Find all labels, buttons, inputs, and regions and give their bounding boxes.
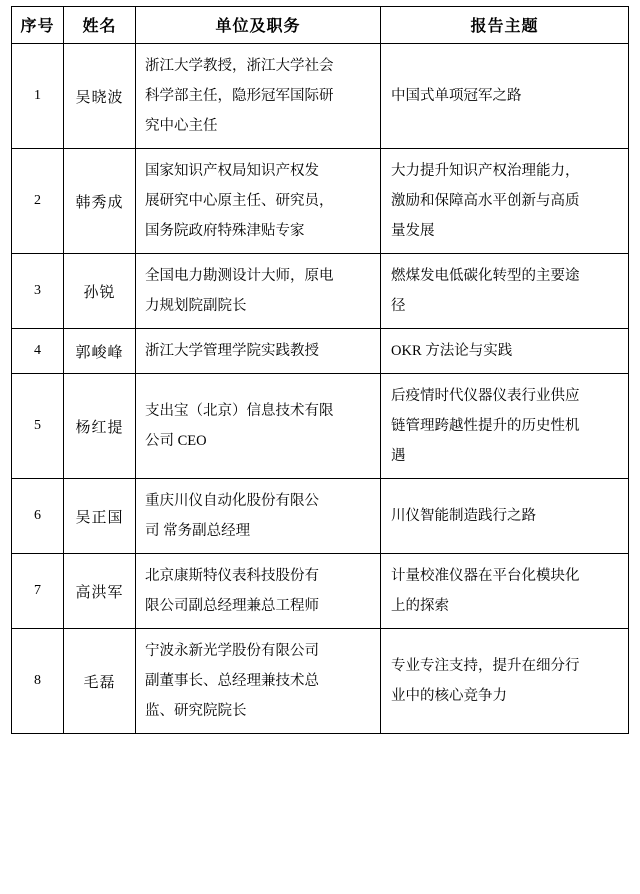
topic-line: 激励和保障高水平创新与高质 bbox=[391, 193, 580, 209]
cell-index: 6 bbox=[12, 479, 64, 554]
cell-index: 2 bbox=[12, 149, 64, 254]
cell-name: 吴晓波 bbox=[64, 44, 136, 149]
table-body bbox=[12, 44, 629, 734]
cell-org bbox=[136, 629, 381, 734]
org-line: 全国电力勘测设计大师，原电 bbox=[145, 268, 334, 284]
table-row bbox=[12, 254, 629, 329]
org-line: 重庆川仪自动化股份有限公 bbox=[145, 493, 319, 509]
cell-org bbox=[136, 254, 381, 329]
cell-topic bbox=[381, 554, 629, 629]
topic-line: 后疫情时代仪器仪表行业供应 bbox=[391, 388, 580, 404]
cell-name: 韩秀成 bbox=[64, 149, 136, 254]
table-row bbox=[12, 329, 629, 374]
org-line: 展研究中心原主任、研究员， bbox=[145, 193, 334, 209]
table-row bbox=[12, 479, 629, 554]
cell-name: 杨红提 bbox=[64, 374, 136, 479]
cell-topic bbox=[381, 329, 629, 374]
topic-line: OKR 方法论与实践 bbox=[391, 343, 513, 359]
cell-name: 毛磊 bbox=[64, 629, 136, 734]
cell-index: 4 bbox=[12, 329, 64, 374]
cell-org bbox=[136, 44, 381, 149]
org-line: 司 常务副总经理 bbox=[145, 523, 251, 539]
cell-name: 郭峻峰 bbox=[64, 329, 136, 374]
cell-index: 5 bbox=[12, 374, 64, 479]
org-line: 宁波永新光学股份有限公司 bbox=[145, 643, 319, 659]
table-row bbox=[12, 629, 629, 734]
table-row bbox=[12, 374, 629, 479]
cell-org bbox=[136, 149, 381, 254]
org-line: 究中心主任 bbox=[145, 118, 218, 134]
org-line: 国家知识产权局知识产权发 bbox=[145, 163, 319, 179]
org-line: 副董事长、总经理兼技术总 bbox=[145, 673, 319, 689]
cell-name: 吴正国 bbox=[64, 479, 136, 554]
cell-topic bbox=[381, 374, 629, 479]
cell-index: 8 bbox=[12, 629, 64, 734]
table-row bbox=[12, 149, 629, 254]
topic-line: 量发展 bbox=[391, 223, 435, 239]
cell-topic bbox=[381, 254, 629, 329]
cell-topic bbox=[381, 479, 629, 554]
org-line: 北京康斯特仪表科技股份有 bbox=[145, 568, 319, 584]
cell-index: 3 bbox=[12, 254, 64, 329]
cell-index: 7 bbox=[12, 554, 64, 629]
org-line: 支出宝（北京）信息技术有限 bbox=[145, 403, 334, 419]
topic-line: 专业专注支持，提升在细分行 bbox=[391, 658, 580, 674]
org-line: 科学部主任，隐形冠军国际研 bbox=[145, 88, 334, 104]
cell-name: 孙锐 bbox=[64, 254, 136, 329]
table-row bbox=[12, 554, 629, 629]
cell-topic bbox=[381, 629, 629, 734]
cell-topic bbox=[381, 149, 629, 254]
org-line: 国务院政府特殊津贴专家 bbox=[145, 223, 305, 239]
topic-line: 链管理跨越性提升的历史性机 bbox=[391, 418, 580, 434]
table-header-row bbox=[12, 7, 629, 44]
org-line: 公司 CEO bbox=[145, 433, 207, 449]
cell-org bbox=[136, 554, 381, 629]
cell-index: 1 bbox=[12, 44, 64, 149]
topic-line: 中国式单项冠军之路 bbox=[391, 88, 522, 104]
org-line: 浙江大学管理学院实践教授 bbox=[145, 343, 319, 359]
column-header-index: 序号 bbox=[12, 7, 64, 44]
org-line: 限公司副总经理兼总工程师 bbox=[145, 598, 319, 614]
topic-line: 径 bbox=[391, 298, 406, 314]
column-header-name: 姓名 bbox=[64, 7, 136, 44]
topic-line: 遇 bbox=[391, 448, 406, 464]
cell-name: 高洪军 bbox=[64, 554, 136, 629]
org-line: 力规划院副院长 bbox=[145, 298, 247, 314]
topic-line: 业中的核心竞争力 bbox=[391, 688, 507, 704]
column-header-org: 单位及职务 bbox=[136, 7, 381, 44]
topic-line: 上的探索 bbox=[391, 598, 449, 614]
org-line: 浙江大学教授，浙江大学社会 bbox=[145, 58, 334, 74]
topic-line: 计量校准仪器在平台化模块化 bbox=[391, 568, 580, 584]
cell-org bbox=[136, 374, 381, 479]
topic-line: 大力提升知识产权治理能力， bbox=[391, 163, 580, 179]
column-header-topic: 报告主题 bbox=[381, 7, 629, 44]
topic-line: 川仪智能制造践行之路 bbox=[391, 508, 536, 524]
org-line: 监、研究院院长 bbox=[145, 703, 247, 719]
cell-topic bbox=[381, 44, 629, 149]
speaker-schedule-table bbox=[11, 6, 629, 734]
table-row bbox=[12, 44, 629, 149]
topic-line: 燃煤发电低碳化转型的主要途 bbox=[391, 268, 580, 284]
cell-org bbox=[136, 479, 381, 554]
cell-org bbox=[136, 329, 381, 374]
